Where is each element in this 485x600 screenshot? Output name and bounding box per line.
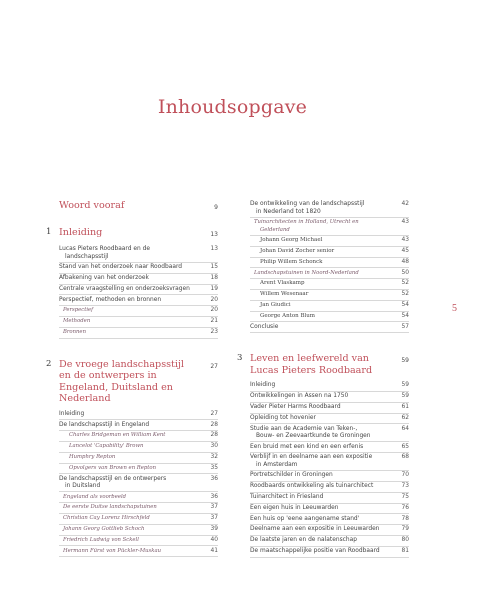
- toc-subentry[interactable]: [59, 464, 218, 475]
- entry-title-line1: Centrale vraagstelling en onderzoeksvragen: [59, 285, 190, 292]
- toc-subsubentry[interactable]: [250, 301, 409, 312]
- toc-entry[interactable]: [250, 392, 409, 403]
- entry-page: 41: [210, 547, 218, 554]
- entry-page: 37: [210, 515, 218, 522]
- toc-entry[interactable]: [250, 493, 409, 504]
- entry-title: [250, 454, 395, 468]
- toc-subentry[interactable]: [59, 503, 218, 514]
- toc-subentry[interactable]: [59, 453, 218, 464]
- toc-entry[interactable]: [59, 295, 218, 306]
- entry-title-line1: Inleiding: [250, 382, 276, 389]
- entry-title: [250, 548, 395, 555]
- entry-title-line1: Verblijf in en deelname aan een expositie: [250, 454, 373, 461]
- entry-title: [250, 280, 395, 287]
- entry-page: 15: [210, 264, 218, 271]
- toc-entry[interactable]: [59, 474, 218, 492]
- entry-title-line1: Een eigen huis in Leeuwarden: [250, 504, 339, 511]
- chapter-title: Woord vooraf: [59, 200, 125, 211]
- toc-subsubentry[interactable]: [250, 279, 409, 290]
- entry-title: [250, 483, 395, 490]
- entry-title: [59, 537, 204, 544]
- entry-page: 50: [401, 269, 409, 276]
- entry-title-line1: Stand van het onderzoek naar Roodbaard: [59, 264, 183, 271]
- toc-entry[interactable]: [250, 504, 409, 515]
- chapter-page: 13: [210, 230, 218, 238]
- entry-page: 43: [401, 237, 409, 244]
- entry-title: [59, 526, 204, 533]
- entry-title-line1: De laatste jaren en de nalatenschap: [250, 537, 357, 544]
- entry-title-line1: Willem Wesenaar: [260, 291, 309, 298]
- entry-page: 27: [210, 410, 218, 417]
- entry-page: 59: [401, 393, 409, 400]
- entry-page: 28: [210, 432, 218, 439]
- entry-title: [59, 504, 204, 511]
- chapter-page: 27: [210, 362, 218, 370]
- entry-title-line1: Lucas Pieters Roodbaard en de: [59, 246, 150, 253]
- toc-entry[interactable]: [250, 536, 409, 547]
- entry-title-line1: Roodbaards ontwikkeling als tuinarchitect: [250, 483, 374, 490]
- entry-page: 52: [401, 280, 409, 287]
- toc-chapter-heading[interactable]: [46, 227, 218, 241]
- entry-title: [59, 454, 204, 461]
- toc-subentry[interactable]: [59, 328, 218, 339]
- entry-page: 61: [401, 404, 409, 411]
- entry-page: 20: [210, 307, 218, 314]
- entry-title-line1: Charles Bridgeman en William Kent: [69, 432, 166, 439]
- entry-page: 18: [210, 275, 218, 282]
- entry-title: [250, 201, 395, 215]
- entry-page: 20: [210, 296, 218, 303]
- chapter-page: 59: [401, 357, 409, 365]
- entry-title: [59, 443, 204, 450]
- toc-subentry[interactable]: [59, 546, 218, 557]
- toc-subentry[interactable]: [59, 442, 218, 453]
- entry-title-line1: Jan Giudici: [260, 302, 291, 309]
- toc-subsubentry[interactable]: [250, 247, 409, 258]
- entry-page: 79: [401, 526, 409, 533]
- entry-title-line1: Bronnen: [63, 329, 86, 336]
- entry-page: 76: [401, 504, 409, 511]
- entry-title-line1: Tuinarchitect in Friesland: [250, 494, 324, 501]
- entry-title: [250, 270, 395, 277]
- entry-page: 36: [210, 475, 218, 482]
- entry-title-line1: Methoden: [63, 318, 91, 325]
- entry-title: [250, 248, 395, 255]
- entry-title-line1: De landschapsstijl en de ontwerpers: [59, 475, 167, 482]
- toc-chapter-heading[interactable]: [237, 353, 409, 376]
- entry-page: 48: [401, 258, 409, 265]
- entry-page: 65: [401, 443, 409, 450]
- entry-page: 35: [210, 464, 218, 471]
- entry-page: 57: [401, 323, 409, 330]
- entry-title-line1: Vader Pieter Harms Roodbaard: [250, 404, 341, 411]
- entry-title: [59, 465, 204, 472]
- entry-title-line1: De eerste Duitse landschapstuinen: [63, 504, 157, 511]
- entry-title-line2: Bouw- en Zeevaartkunde te Groningen: [256, 432, 371, 439]
- toc-subentry[interactable]: [250, 268, 409, 279]
- entry-title-line1: Johann Georg Gottlieb Schoch: [63, 526, 145, 533]
- entry-title-line1: Philip Willem Schonck: [260, 258, 323, 265]
- entry-title-line1: Opleiding tot hovenier: [250, 414, 316, 421]
- toc-entry[interactable]: [250, 453, 409, 471]
- entry-title-line2: Gelderland: [260, 226, 290, 233]
- entry-title: [59, 275, 204, 282]
- page-title: Inhoudsopgave: [157, 96, 308, 118]
- entry-title-line1: Humphry Repton: [69, 454, 116, 461]
- toc-subsubentry[interactable]: [250, 236, 409, 247]
- page-number: 5: [452, 303, 457, 314]
- entry-page: 75: [401, 494, 409, 501]
- entry-page: 54: [401, 312, 409, 319]
- toc-subentry[interactable]: [59, 514, 218, 525]
- entry-title-line1: Johann Georg Michael: [260, 237, 323, 244]
- entry-page: 70: [401, 472, 409, 479]
- entry-title-line1: Christian Cay Lorenz Hirschfeld: [63, 515, 150, 522]
- toc-chapter-heading[interactable]: [46, 359, 218, 405]
- entry-page: 45: [401, 248, 409, 255]
- entry-page: 73: [401, 483, 409, 490]
- entry-title: [250, 313, 395, 320]
- entry-title: [250, 404, 395, 411]
- entry-title-line1: De ontwikkeling van de landschapsstijl: [250, 201, 365, 208]
- entry-page: 52: [401, 291, 409, 298]
- toc-entry[interactable]: [59, 245, 218, 263]
- chapter-number: 2: [46, 358, 52, 369]
- entry-page: 21: [210, 318, 218, 325]
- entry-title: [59, 476, 204, 490]
- entry-title: [59, 548, 204, 555]
- entry-page: 54: [401, 302, 409, 309]
- toc-entry[interactable]: [250, 482, 409, 493]
- entry-page: 43: [401, 219, 409, 226]
- entry-title: [59, 286, 204, 293]
- entry-page: 37: [210, 504, 218, 511]
- toc-entry[interactable]: [250, 200, 409, 218]
- entry-page: 68: [401, 454, 409, 461]
- entry-page: 39: [210, 526, 218, 533]
- entry-title: [250, 494, 395, 501]
- toc-subentry[interactable]: [59, 306, 218, 317]
- entry-page: 59: [401, 382, 409, 389]
- entry-title-line1: De maatschappelijke positie van Roodbaard: [250, 548, 380, 555]
- toc-entry[interactable]: [250, 514, 409, 525]
- chapter-number: 1: [46, 226, 52, 237]
- toc-entry[interactable]: [250, 471, 409, 482]
- entry-title-line1: Afbakening van het onderzoek: [59, 275, 149, 282]
- entry-title: [59, 307, 204, 314]
- toc-subentry[interactable]: [250, 218, 409, 236]
- toc-entry[interactable]: [250, 414, 409, 425]
- entry-title-line2: in Nederland tot 1820: [256, 208, 321, 215]
- chapter-number: 3: [237, 353, 243, 364]
- entry-title-line2: landschapsstijl: [65, 253, 109, 260]
- entry-page: 32: [210, 454, 218, 461]
- entry-title: [59, 422, 204, 429]
- toc-entry[interactable]: [250, 381, 409, 392]
- toc-entry[interactable]: [250, 525, 409, 536]
- toc-entry[interactable]: [59, 410, 218, 421]
- toc-subentry[interactable]: [59, 536, 218, 547]
- entry-title: [250, 393, 395, 400]
- entry-title: [59, 264, 204, 271]
- entry-title-line1: Tuinarchitecten in Holland, Utrecht en: [254, 219, 359, 226]
- entry-title-line1: Landschapstuinen in Noord-Nederland: [254, 269, 359, 276]
- entry-title-line1: Studie aan de Academie van Teken-,: [250, 425, 358, 432]
- entry-title: [59, 432, 204, 439]
- entry-page: 30: [210, 443, 218, 450]
- entry-title-line1: George Anton Blum: [260, 312, 315, 319]
- entry-page: 80: [401, 537, 409, 544]
- entry-page: 13: [210, 246, 218, 253]
- entry-title: [59, 246, 204, 260]
- entry-page: 78: [401, 515, 409, 522]
- entry-title: [59, 297, 204, 304]
- entry-title-line1: Een bruid met een kind en een erfenis: [250, 443, 364, 450]
- entry-title-line1: Perspectief, methoden en bronnen: [59, 296, 162, 303]
- chapter-title: Inleiding: [59, 226, 103, 238]
- entry-title: [250, 526, 395, 533]
- chapter-title: De vroege landschapsstijl en de ontwerpers in Engeland, Duitsland en Nederland: [59, 358, 185, 405]
- toc-column-right: [237, 200, 409, 558]
- entry-title: [59, 329, 204, 336]
- entry-title-line1: Deelname aan een expositie in Leeuwarden: [250, 526, 380, 533]
- entry-title-line1: Arent Vlaskamp: [260, 280, 305, 287]
- toc-entry[interactable]: [59, 263, 218, 274]
- entry-title: [250, 444, 395, 451]
- toc-subentry[interactable]: [59, 492, 218, 503]
- toc-column-left: [46, 200, 218, 557]
- entry-title: [250, 516, 395, 523]
- toc-entry[interactable]: [250, 442, 409, 453]
- entry-page: 62: [401, 414, 409, 421]
- toc-entry[interactable]: [250, 322, 409, 333]
- toc-subentry[interactable]: [59, 317, 218, 328]
- entry-title: [250, 324, 395, 331]
- entry-title-line1: Hermann Fürst von Pückler-Muskau: [63, 547, 162, 554]
- entry-title: [250, 537, 395, 544]
- entry-title: [59, 318, 204, 325]
- toc-entry[interactable]: [59, 420, 218, 431]
- entry-title-line1: De landschapsstijl in Engeland: [59, 421, 150, 428]
- entry-page: 36: [210, 493, 218, 500]
- entry-title-line1: Conclusie: [250, 323, 279, 330]
- entry-title: [250, 237, 395, 244]
- toc-entry[interactable]: [250, 403, 409, 414]
- entry-title: [250, 382, 395, 389]
- toc-subsubentry[interactable]: [250, 258, 409, 269]
- entry-page: 81: [401, 548, 409, 555]
- toc-entry[interactable]: [59, 274, 218, 285]
- entry-page: 23: [210, 329, 218, 336]
- entry-title-line1: Friedrich Ludwig von Sckell: [63, 536, 139, 543]
- entry-title: [59, 515, 204, 522]
- toc-chapter-heading[interactable]: [46, 200, 218, 214]
- entry-title: [250, 415, 395, 422]
- entry-title-line1: Engeland als voorbeeld: [63, 493, 127, 500]
- entry-title-line1: Opvolgers van Brown en Repton: [69, 464, 157, 471]
- toc-entry[interactable]: [250, 424, 409, 442]
- chapter-page: 9: [214, 204, 218, 211]
- entry-title-line1: Johan David Zocher senior: [260, 248, 335, 255]
- entry-title-line1: Inleiding: [59, 410, 85, 417]
- entry-title: [250, 291, 395, 298]
- entry-title: [250, 219, 395, 233]
- chapter-title: Leven en leefwereld van Lucas Pieters Roodbaard: [250, 353, 373, 376]
- toc-subsubentry[interactable]: [250, 290, 409, 301]
- entry-title: [250, 259, 395, 266]
- toc-entry[interactable]: [250, 547, 409, 558]
- entry-page: 19: [210, 285, 218, 292]
- toc-subentry[interactable]: [59, 525, 218, 536]
- entry-title-line1: Een huis op 'eene aangename stand': [250, 515, 360, 522]
- toc-subentry[interactable]: [59, 431, 218, 442]
- entry-title-line1: Portretschilder in Groningen: [250, 472, 333, 479]
- toc-entry[interactable]: [59, 285, 218, 296]
- entry-page: 42: [401, 201, 409, 208]
- entry-title: [250, 302, 395, 309]
- entry-page: 28: [210, 421, 218, 428]
- entry-title-line2: in Amsterdam: [256, 461, 298, 468]
- toc-subsubentry[interactable]: [250, 312, 409, 323]
- entry-title-line1: Lancelot 'Capability' Brown: [69, 443, 144, 450]
- entry-page: 64: [401, 425, 409, 432]
- entry-title: [59, 494, 204, 501]
- entry-title: [250, 472, 395, 479]
- entry-title: [250, 426, 395, 440]
- entry-title-line1: Perspectief: [63, 307, 94, 314]
- entry-page: 40: [210, 536, 218, 543]
- entry-title: [250, 505, 395, 512]
- entry-title-line2: in Duitsland: [65, 482, 101, 489]
- entry-title: [59, 411, 204, 418]
- entry-title-line1: Ontwikkelingen in Assen na 1750: [250, 393, 349, 400]
